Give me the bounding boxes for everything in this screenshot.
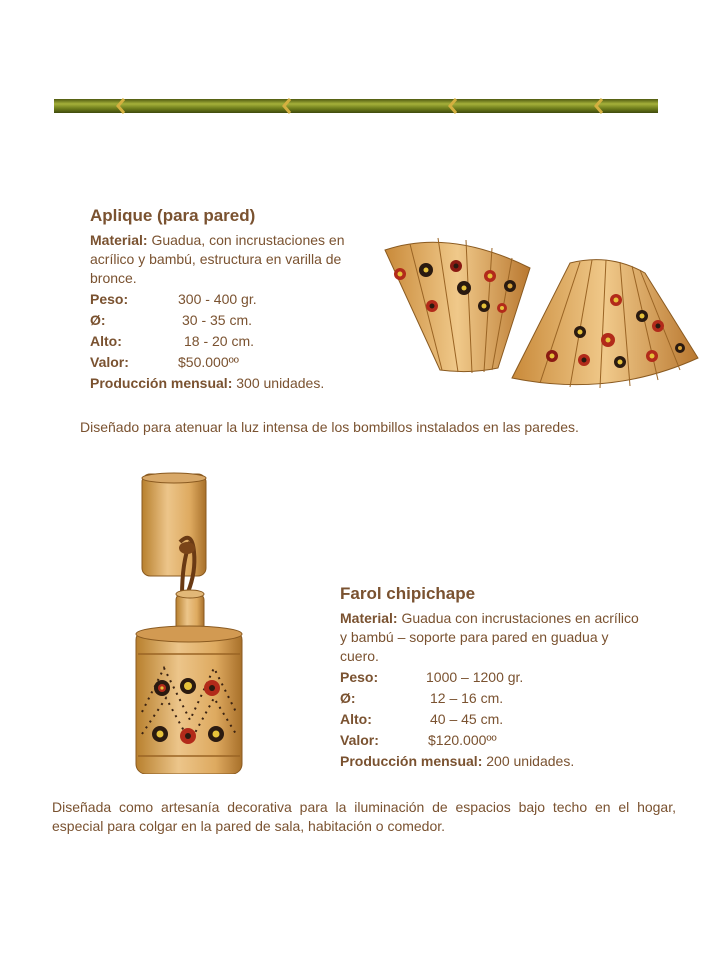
produccion-value: 200 unidades. bbox=[486, 753, 575, 769]
aplique-alto bbox=[90, 332, 390, 351]
aplique-valor bbox=[90, 353, 390, 372]
peso-value: 300 - 400 gr. bbox=[178, 291, 257, 307]
farol-note: Diseñada como artesanía decorativa para la iluminación de espacios bajo techo en el hogar, especial para colgar en la pared de sala, habitación o comedor. bbox=[52, 799, 676, 834]
aplique-product-image bbox=[380, 228, 700, 398]
peso-label: Peso: bbox=[340, 669, 379, 685]
aplique-peso bbox=[90, 290, 390, 309]
farol-details bbox=[340, 584, 640, 771]
material-value: Guadua con incrustaciones en acrílico y bambú – soporte para pared en guadua y cuero. bbox=[340, 610, 639, 664]
fan-shade-left bbox=[385, 238, 530, 373]
farol-title: Farol chipichape bbox=[340, 584, 476, 603]
farol-material bbox=[340, 609, 640, 666]
produccion-label: Producción mensual: bbox=[340, 753, 483, 769]
aplique-material bbox=[90, 231, 390, 288]
produccion-label: Producción mensual: bbox=[90, 375, 233, 391]
valor-label: Valor: bbox=[340, 732, 379, 748]
diametro-label: Ø: bbox=[90, 312, 106, 328]
alto-value: 40 – 45 cm. bbox=[430, 711, 504, 727]
aplique-note: Diseñado para atenuar la luz intensa de los bombillos instalados en las paredes. bbox=[80, 419, 579, 435]
peso-value: 1000 – 1200 gr. bbox=[426, 669, 524, 685]
farol-alto bbox=[340, 710, 640, 729]
aplique-produccion bbox=[90, 374, 390, 393]
aplique-diametro bbox=[90, 311, 390, 330]
alto-value: 18 - 20 cm. bbox=[184, 333, 255, 349]
farol-peso bbox=[340, 668, 640, 687]
farol-product-image bbox=[132, 472, 248, 774]
valor-label: Valor: bbox=[90, 354, 129, 370]
valor-value: $120.000ºº bbox=[428, 732, 497, 748]
aplique-title: Aplique (para pared) bbox=[90, 206, 256, 225]
diametro-label: Ø: bbox=[340, 690, 356, 706]
fan-shade-right bbox=[512, 260, 698, 388]
material-label: Material: bbox=[90, 232, 148, 248]
peso-label: Peso: bbox=[90, 291, 129, 307]
material-value: Guadua, con incrustaciones en acrílico y bambú, estructura en varilla de bronce. bbox=[90, 232, 345, 286]
alto-label: Alto: bbox=[90, 333, 122, 349]
diametro-value: 12 – 16 cm. bbox=[430, 690, 504, 706]
farol-valor bbox=[340, 731, 640, 750]
farol-produccion bbox=[340, 752, 640, 771]
produccion-value: 300 unidades. bbox=[236, 375, 325, 391]
valor-value: $50.000ºº bbox=[178, 354, 239, 370]
diametro-value: 30 - 35 cm. bbox=[182, 312, 253, 328]
bamboo-divider bbox=[54, 98, 658, 114]
alto-label: Alto: bbox=[340, 711, 372, 727]
aplique-details bbox=[90, 206, 390, 393]
farol-diametro bbox=[340, 689, 640, 708]
material-label: Material: bbox=[340, 610, 398, 626]
